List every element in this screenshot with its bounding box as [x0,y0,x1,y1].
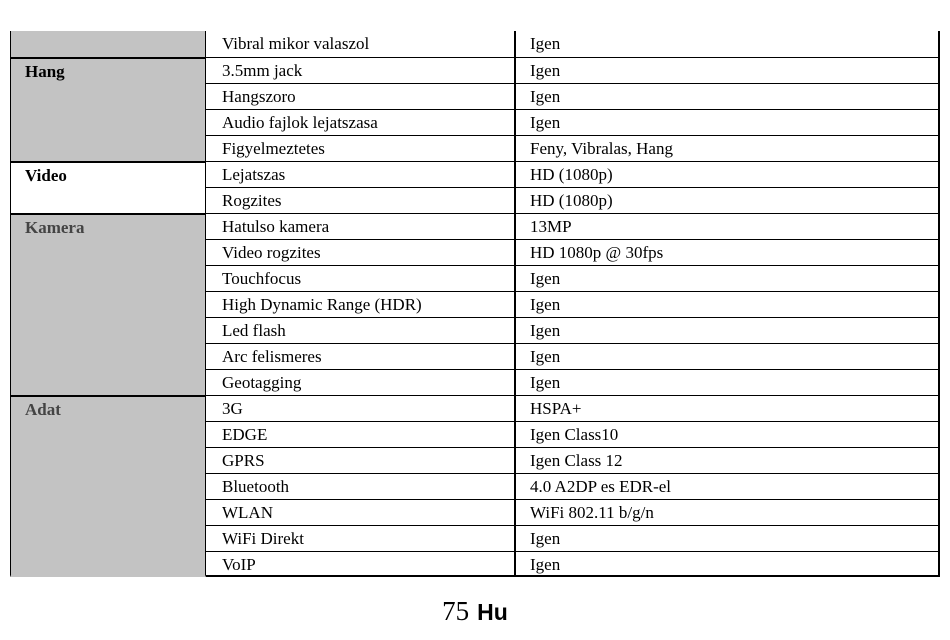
category-cell [10,499,206,525]
table-row [10,187,940,213]
table-row [10,421,940,447]
category-cell [10,265,206,291]
table-row [10,369,940,395]
table-row [10,135,940,161]
table-row [10,473,940,499]
feature-cell: Bluetooth [206,473,516,499]
feature-cell: GPRS [206,447,516,473]
category-cell: Hang [10,57,206,83]
table-row [10,109,940,135]
value-cell: Feny, Vibralas, Hang [516,135,940,161]
feature-cell: Video rogzites [206,239,516,265]
category-cell [10,239,206,265]
value-cell: Igen [516,265,940,291]
value-cell: Igen Class 12 [516,447,940,473]
value-cell: Igen [516,369,940,395]
category-cell [10,525,206,551]
feature-cell: EDGE [206,421,516,447]
value-cell: Igen [516,31,940,57]
feature-cell: Geotagging [206,369,516,395]
category-cell [10,187,206,213]
value-cell: Igen [516,551,940,577]
value-cell: Igen [516,109,940,135]
feature-cell: 3.5mm jack [206,57,516,83]
value-cell: WiFi 802.11 b/g/n [516,499,940,525]
category-cell [10,31,206,57]
table-row [10,57,940,83]
feature-cell: Lejatszas [206,161,516,187]
value-cell: HD 1080p @ 30fps [516,239,940,265]
feature-cell: Rogzites [206,187,516,213]
feature-cell: Touchfocus [206,265,516,291]
feature-cell: Arc felismeres [206,343,516,369]
feature-cell: Figyelmeztetes [206,135,516,161]
value-cell: HSPA+ [516,395,940,421]
feature-cell: 3G [206,395,516,421]
category-cell [10,551,206,577]
category-cell [10,343,206,369]
feature-cell: WLAN [206,499,516,525]
table-row [10,447,940,473]
value-cell: HD (1080p) [516,187,940,213]
feature-cell: Hangszoro [206,83,516,109]
feature-cell: Hatulso kamera [206,213,516,239]
value-cell: Igen [516,343,940,369]
table-row [10,31,940,57]
table-row [10,161,940,187]
table-row [10,551,940,577]
category-cell [10,473,206,499]
category-cell: Kamera [10,213,206,239]
table-row [10,239,940,265]
table-row [10,213,940,239]
category-cell [10,421,206,447]
value-cell: Igen [516,317,940,343]
page-footer [0,596,950,627]
table-row [10,525,940,551]
feature-cell: High Dynamic Range (HDR) [206,291,516,317]
category-cell: Adat [10,395,206,421]
value-cell: Igen Class10 [516,421,940,447]
category-cell [10,135,206,161]
category-cell [10,317,206,343]
value-cell: Igen [516,57,940,83]
language-code: Hu [477,599,508,625]
category-cell [10,109,206,135]
table-row [10,499,940,525]
feature-cell: Led flash [206,317,516,343]
table-row [10,291,940,317]
table-row [10,343,940,369]
value-cell: HD (1080p) [516,161,940,187]
table-row [10,265,940,291]
feature-cell: Vibral mikor valaszol [206,31,516,57]
value-cell: Igen [516,291,940,317]
feature-cell: Audio fajlok lejatszasa [206,109,516,135]
spec-table [10,31,940,577]
table-row [10,83,940,109]
feature-cell: VoIP [206,551,516,577]
value-cell: 13MP [516,213,940,239]
value-cell: Igen [516,525,940,551]
feature-cell: WiFi Direkt [206,525,516,551]
page-number: 75 [442,596,470,626]
table-row [10,317,940,343]
category-cell: Video [10,161,206,187]
value-cell: Igen [516,83,940,109]
value-cell: 4.0 A2DP es EDR-el [516,473,940,499]
table-row [10,395,940,421]
category-cell [10,447,206,473]
category-cell [10,291,206,317]
category-cell [10,83,206,109]
category-cell [10,369,206,395]
